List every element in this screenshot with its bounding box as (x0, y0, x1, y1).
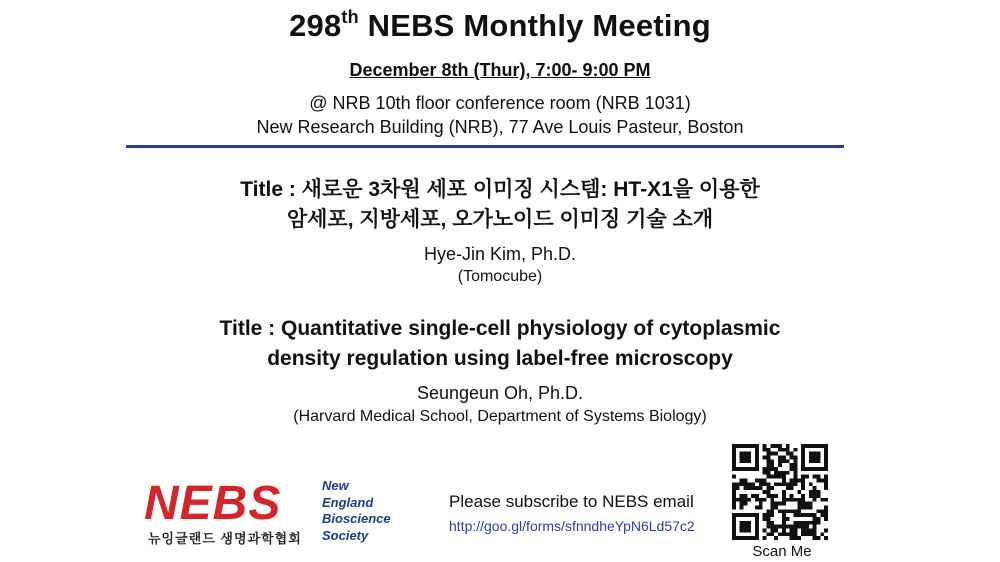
nebs-logo-word: NEBS (144, 477, 282, 530)
logo-line-new: New (322, 478, 349, 493)
qr-code[interactable] (732, 444, 828, 540)
talk-2-speaker: Seungeun Oh, Ph.D. (416, 383, 584, 403)
talk-2-title-line1: Title : Quantitative single-cell physiology of cytoplasmic (219, 317, 781, 340)
subscribe-text: Please subscribe to NEBS email (449, 492, 694, 511)
nebs-logo-korean: 뉴잉글랜드 생명과학협회 (148, 531, 302, 546)
talk-1-affiliation: (Tomocube) (457, 268, 543, 285)
logo-line-bioscience: Bioscience (322, 511, 391, 526)
talk-1-title (0, 175, 1000, 235)
nebs-logo-fullname (322, 478, 422, 544)
talk-2-title (0, 314, 1000, 374)
talk-2-title-line2: density regulation using label-free microscopy (267, 347, 733, 370)
subscribe-link[interactable]: http://goo.gl/forms/sfnndheYpN6Ld57c2 (449, 518, 695, 534)
meeting-ordinal: th (341, 6, 359, 27)
talk-1-title-line1: Title : 새로운 3차원 세포 이미징 시스템: HT-X1을 이용한 (240, 178, 760, 201)
qr-caption: Scan Me (752, 543, 812, 560)
meeting-title (0, 8, 1000, 44)
nebs-logo (144, 478, 414, 550)
talk-1-title-line2: 암세포, 지방세포, 오가노이드 이미징 기술 소개 (286, 208, 714, 231)
header-divider (126, 145, 844, 148)
logo-line-england: England (322, 494, 374, 510)
logo-line-society: Society (322, 527, 369, 543)
meeting-number: 298 (289, 8, 342, 43)
talk-2-affiliation: (Harvard Medical School, Department of Systems Biology) (293, 408, 707, 425)
meeting-date: December 8th (Thur), 7:00- 9:00 PM (349, 60, 651, 80)
venue-address: New Research Building (NRB), 77 Ave Louis Pasteur, Boston (256, 117, 744, 137)
meeting-title-text: NEBS Monthly Meeting (367, 8, 711, 43)
venue-room: @ NRB 10th floor conference room (NRB 1031) (309, 93, 691, 113)
talk-1-speaker: Hye-Jin Kim, Ph.D. (423, 244, 577, 264)
